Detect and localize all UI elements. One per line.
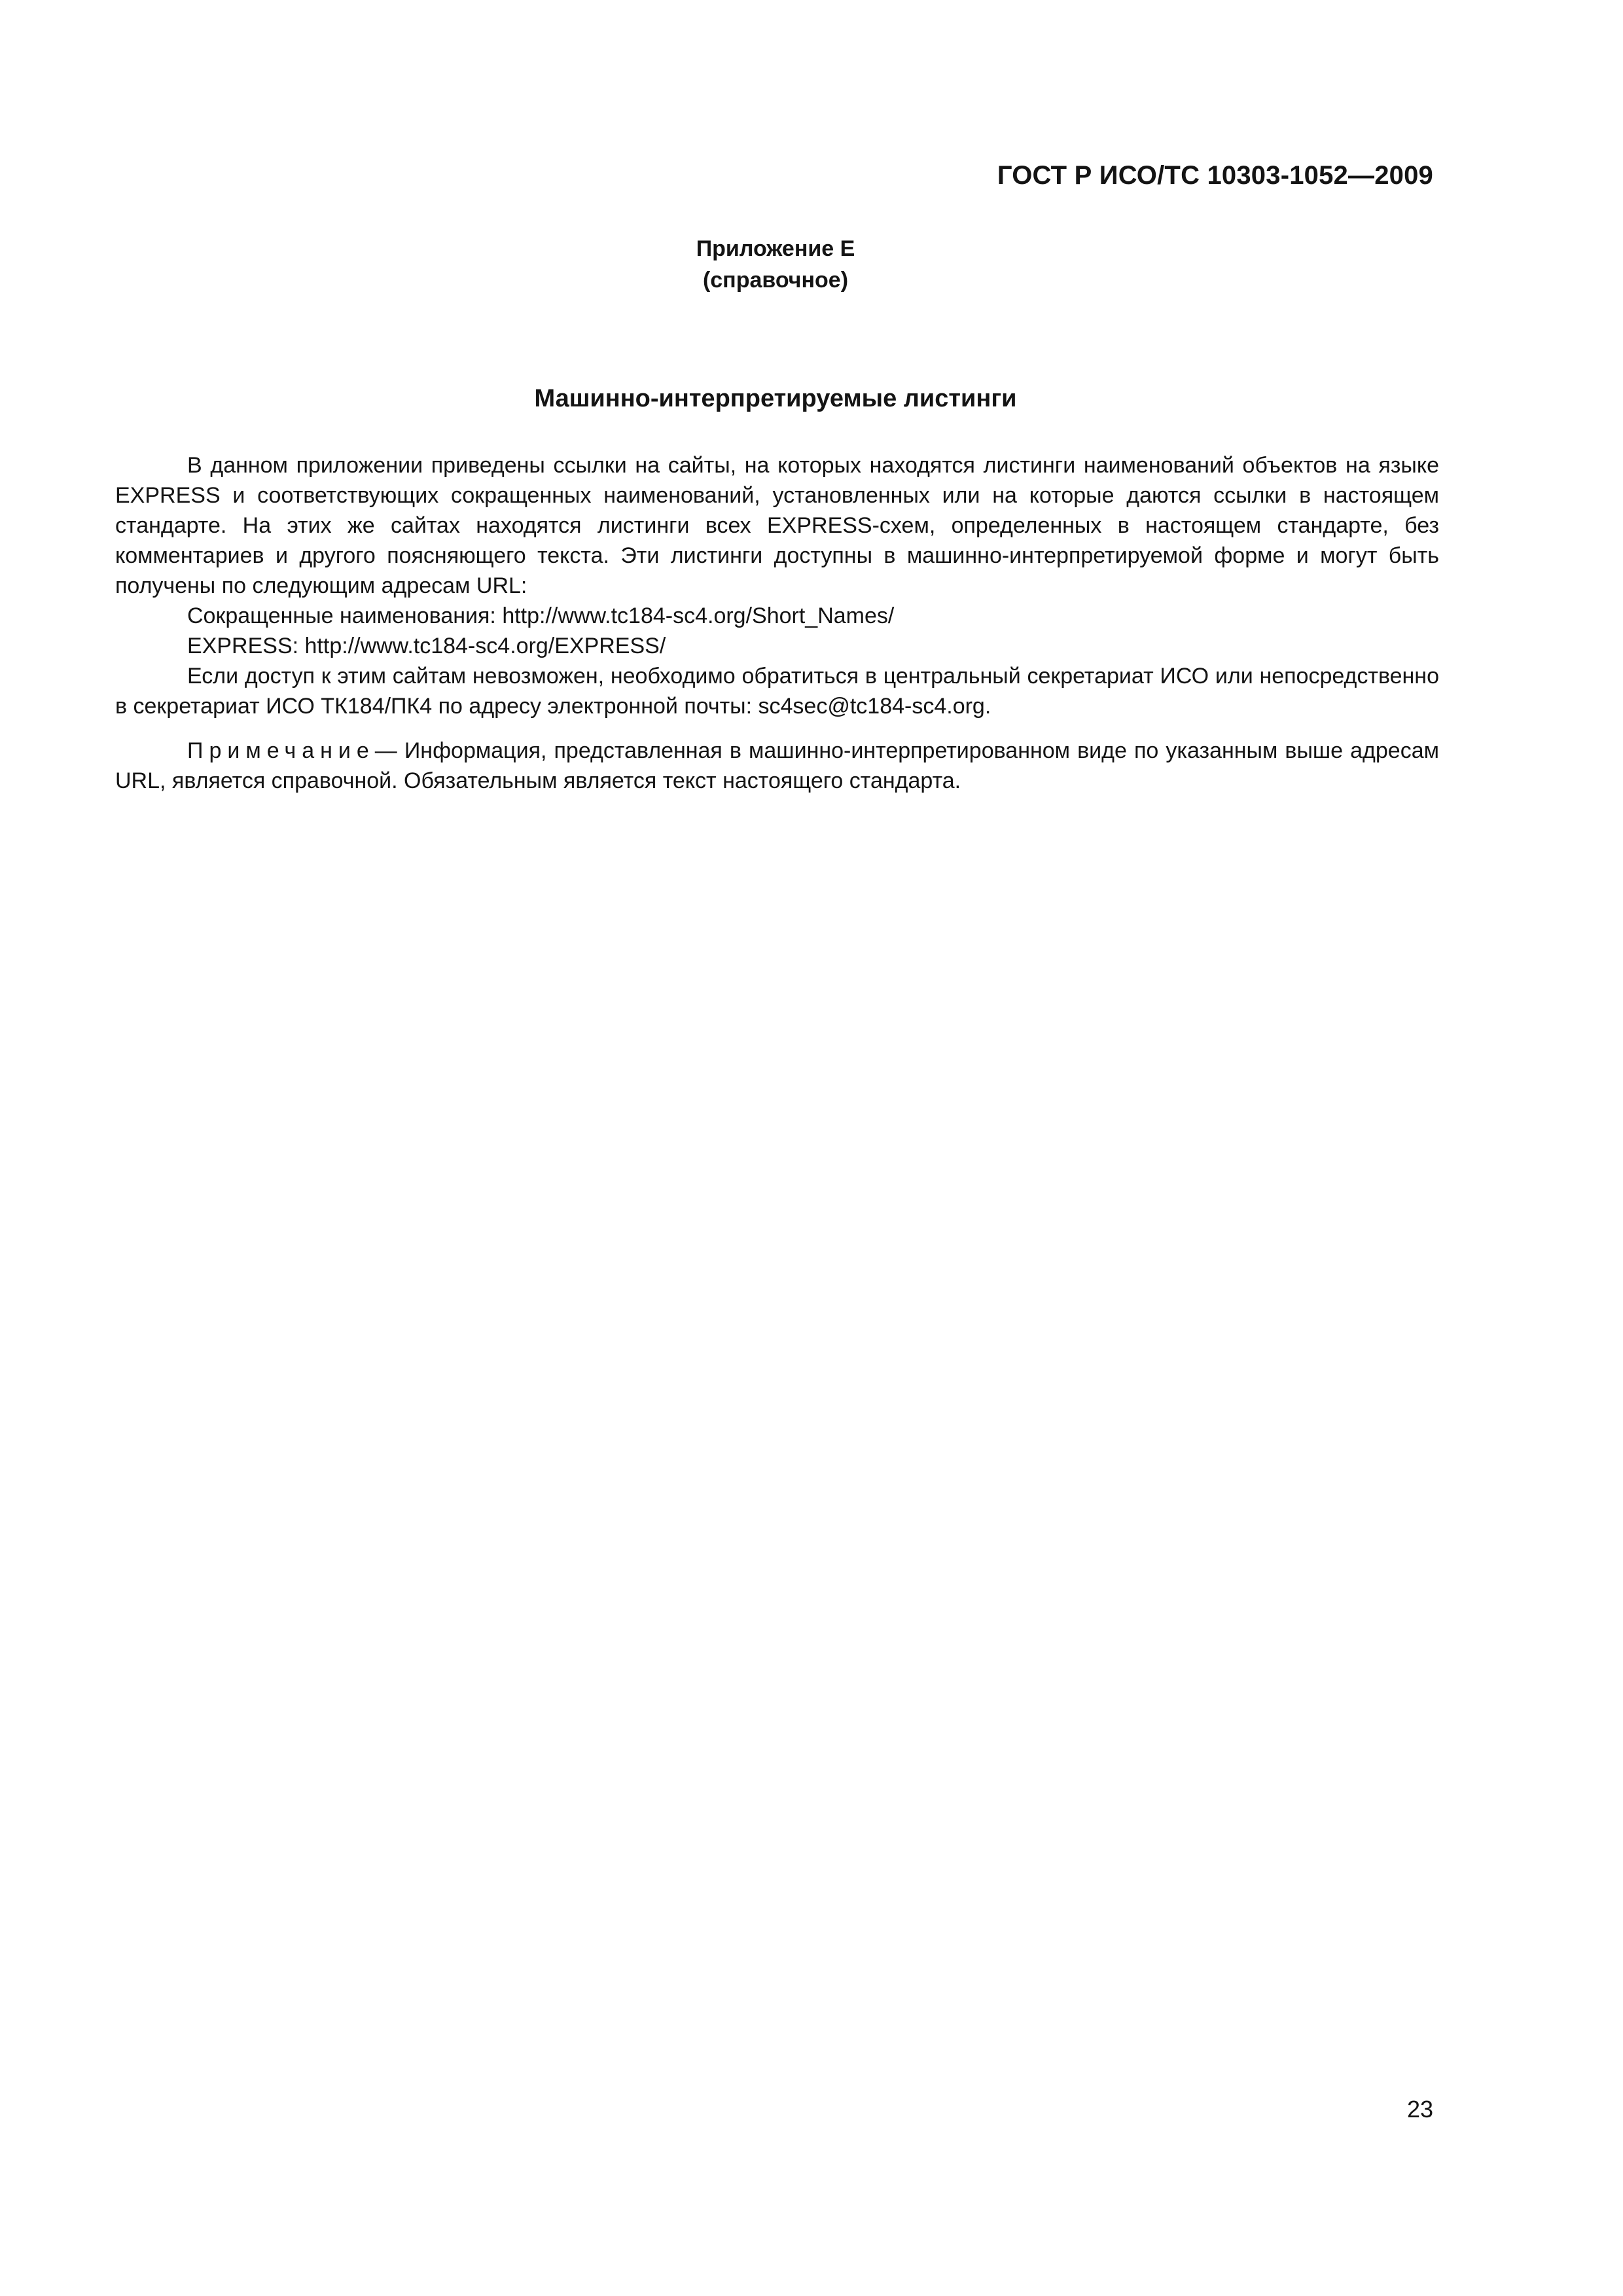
paragraph-contact: Если доступ к этим сайтам невозможен, необходимо обратиться в центральный секретариат ИСО или непосредственно в секретариат ИСО ТК184/ПК4 по адресу электронной почты: sc4sec@tc184-sc4.org. [115,664,1439,719]
page-number: 23 [1406,2096,1433,2123]
annex-title: Приложение Е [696,236,855,261]
note-paragraph [115,736,1439,796]
annex-subtitle: (справочное) [702,268,849,293]
short-names-url-line: Сокращенные наименования: http://www.tc184-sc4.org/Short_Names/ [187,603,895,628]
body-text [115,450,1439,796]
section-title: Машинно-интерпретируемые листинги [534,385,1017,412]
annex-heading [0,233,1551,296]
note-text: — Информация, представленная в машинно-интерпретированном виде по указанным выше адресам URL, является справочной. Обязательным является текст настоящего стандарта. [115,738,1439,793]
express-url-line: EXPRESS: http://www.tc184-sc4.org/EXPRESS/ [187,634,666,658]
paragraph-intro: В данном приложении приведены ссылки на сайты, на которых находятся листинги наименований объектов на языке EXPRESS и соответствующих сокращенных наименований, установленных или на которые даются ссылки в настоящем стандарте. На этих же сайтах находятся листинги всех EXPRESS-схем, определенных в настоящем стандарте, без комментариев и другого поясняющего текста. Эти листинги доступны в машинно-интерпретируемой форме и могут быть получены по следующим адресам URL: [115,453,1439,598]
document-code: ГОСТ Р ИСО/ТС 10303-1052—2009 [997,161,1433,190]
note-label: Примечание [187,738,375,763]
